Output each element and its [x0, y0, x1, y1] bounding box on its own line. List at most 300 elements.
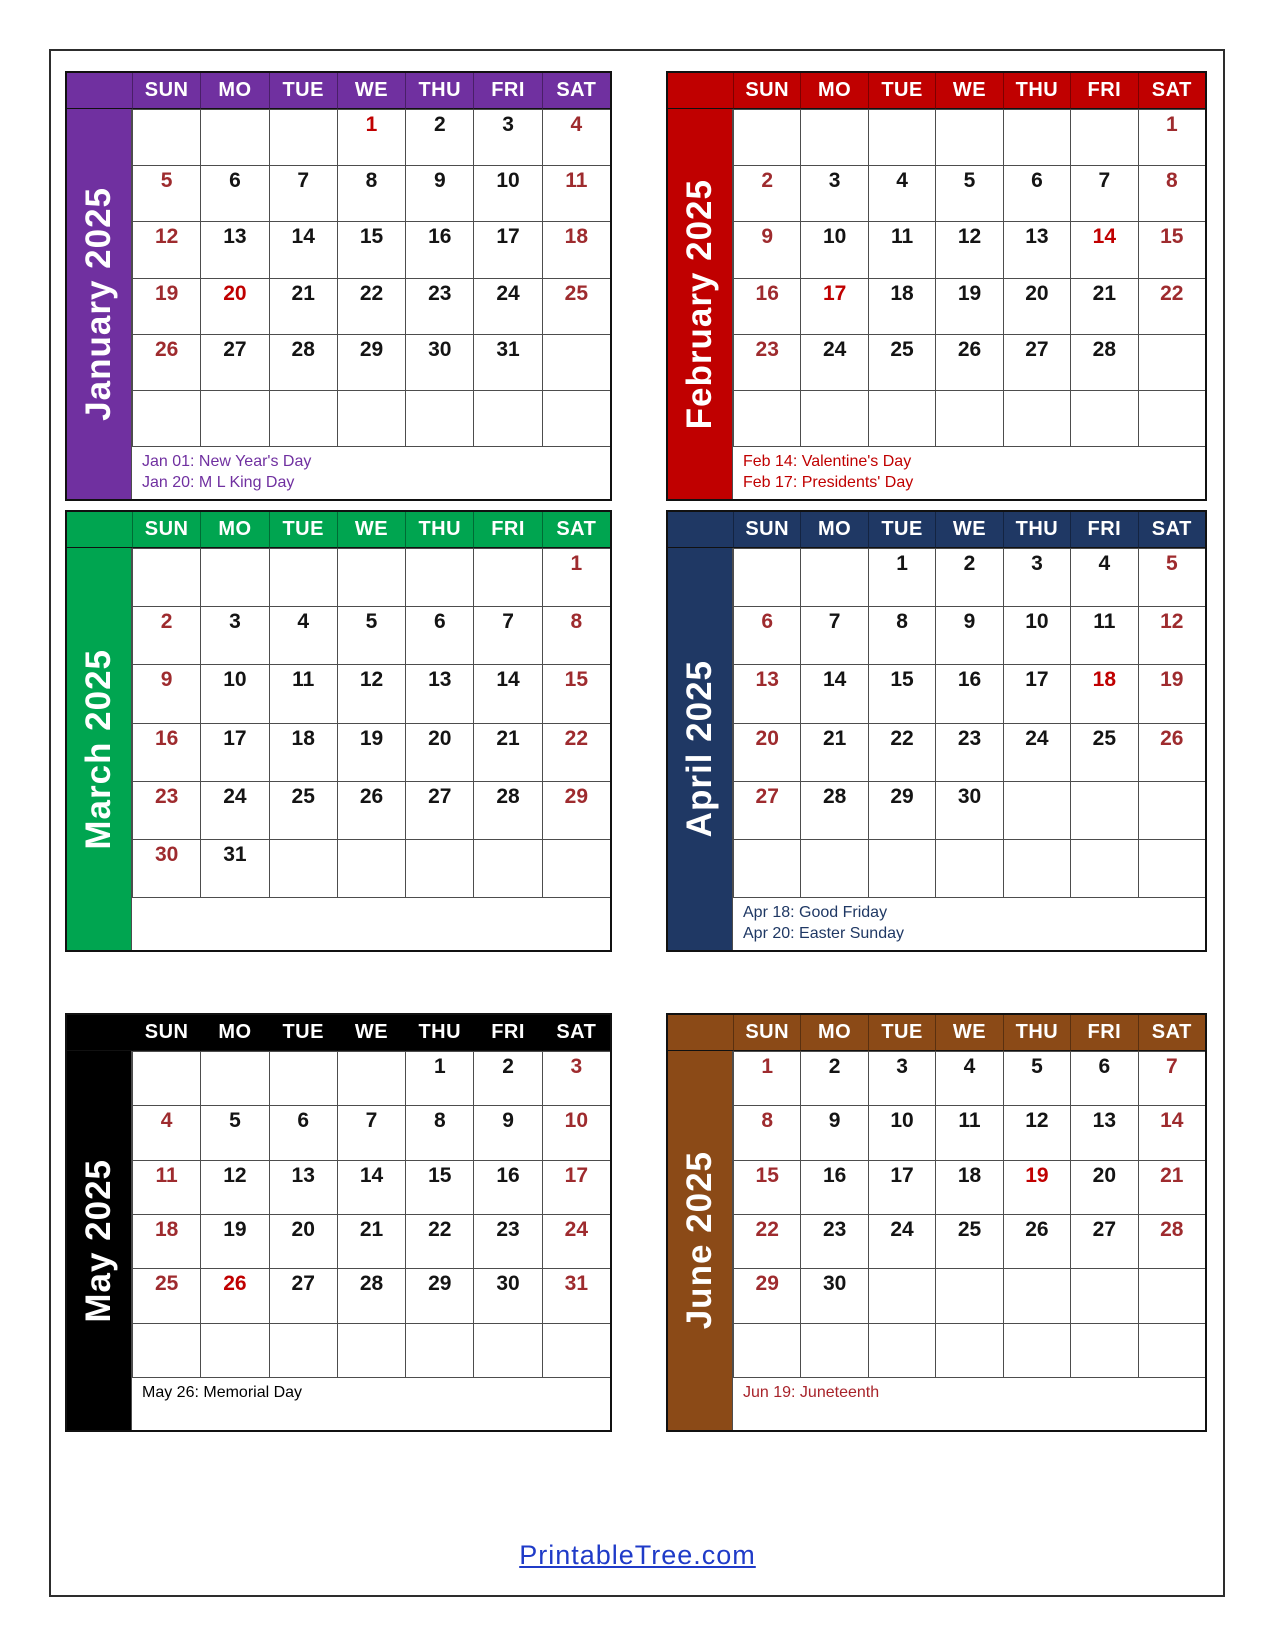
date-cell: 5 — [337, 606, 405, 664]
date-cell — [1003, 1323, 1070, 1377]
date-cell: 28 — [1070, 334, 1137, 390]
date-cell: 23 — [935, 723, 1002, 781]
weekday-header: SAT — [1138, 1015, 1205, 1051]
month-sidebar-may — [67, 1051, 132, 1430]
date-cell: 17 — [200, 723, 268, 781]
holiday-note: Jan 01: New Year's Day — [142, 453, 312, 470]
date-cell — [935, 1268, 1002, 1322]
date-cell: 23 — [800, 1214, 867, 1268]
date-cell: 7 — [337, 1105, 405, 1159]
date-cell: 11 — [935, 1105, 1002, 1159]
date-cell: 21 — [1070, 278, 1137, 334]
date-cell — [733, 839, 800, 897]
weekday-header: TUE — [868, 1015, 935, 1051]
month-sidebar-january — [67, 109, 132, 499]
date-cell — [935, 1323, 1002, 1377]
date-cell: 1 — [405, 1051, 473, 1105]
date-cell — [337, 1051, 405, 1105]
date-cell: 14 — [1070, 221, 1137, 277]
date-cell — [337, 1323, 405, 1377]
date-cell: 28 — [269, 334, 337, 390]
date-cell: 8 — [542, 606, 610, 664]
weekday-header: SUN — [733, 512, 800, 548]
weekday-header: FRI — [473, 1015, 541, 1051]
date-cell: 22 — [405, 1214, 473, 1268]
date-cell: 5 — [1138, 548, 1205, 606]
weekday-header: SUN — [733, 1015, 800, 1051]
date-cell: 8 — [868, 606, 935, 664]
date-cell: 11 — [132, 1160, 200, 1214]
date-cell: 21 — [1138, 1160, 1205, 1214]
date-cell: 12 — [132, 221, 200, 277]
date-cell: 19 — [200, 1214, 268, 1268]
date-cell: 24 — [868, 1214, 935, 1268]
date-cell — [132, 548, 200, 606]
date-cell — [733, 390, 800, 446]
date-cell: 22 — [868, 723, 935, 781]
date-cell: 11 — [542, 165, 610, 221]
date-cell — [132, 1051, 200, 1105]
date-cell: 24 — [542, 1214, 610, 1268]
date-cell: 9 — [733, 221, 800, 277]
date-cell: 12 — [935, 221, 1002, 277]
date-cell — [1138, 839, 1205, 897]
date-cell: 24 — [800, 334, 867, 390]
date-cell: 11 — [868, 221, 935, 277]
date-cell: 11 — [1070, 606, 1137, 664]
date-cell: 18 — [132, 1214, 200, 1268]
date-cell: 15 — [542, 664, 610, 722]
date-cell: 9 — [405, 165, 473, 221]
date-cell — [868, 109, 935, 165]
date-cell: 19 — [1003, 1160, 1070, 1214]
date-cell: 28 — [337, 1268, 405, 1322]
date-cell — [868, 1268, 935, 1322]
date-cell: 29 — [405, 1268, 473, 1322]
date-cell — [1070, 109, 1137, 165]
weekday-header: FRI — [473, 512, 541, 548]
date-cell — [200, 109, 268, 165]
date-cell: 8 — [405, 1105, 473, 1159]
date-cell: 25 — [1070, 723, 1137, 781]
date-cell: 18 — [935, 1160, 1002, 1214]
date-cell: 21 — [800, 723, 867, 781]
date-cell: 18 — [868, 278, 935, 334]
date-cell: 29 — [337, 334, 405, 390]
date-cell: 26 — [132, 334, 200, 390]
weekday-header: FRI — [1070, 512, 1137, 548]
date-cell: 12 — [200, 1160, 268, 1214]
date-cell — [473, 548, 541, 606]
calendar-january — [65, 71, 612, 501]
date-cell — [800, 839, 867, 897]
date-cell: 30 — [132, 839, 200, 897]
month-title: February 2025 — [680, 178, 719, 430]
weekday-header: SUN — [733, 73, 800, 109]
date-cell: 22 — [1138, 278, 1205, 334]
holiday-note: Apr 18: Good Friday — [743, 904, 888, 921]
holiday-note: Jun 19: Juneteenth — [743, 1383, 880, 1401]
date-cell — [1070, 390, 1137, 446]
weekday-header: THU — [1003, 1015, 1070, 1051]
date-cell: 22 — [337, 278, 405, 334]
date-cell — [132, 390, 200, 446]
date-cell: 7 — [473, 606, 541, 664]
weekday-header: TUE — [868, 73, 935, 109]
date-cell: 13 — [405, 664, 473, 722]
date-cell — [132, 109, 200, 165]
holiday-note: Apr 20: Easter Sunday — [743, 925, 904, 942]
date-cell: 31 — [473, 334, 541, 390]
weekday-header: SAT — [542, 73, 610, 109]
date-cell: 26 — [200, 1268, 268, 1322]
date-cell: 16 — [733, 278, 800, 334]
holiday-notes — [132, 1377, 610, 1430]
date-cell: 26 — [1138, 723, 1205, 781]
calendar-february — [666, 71, 1207, 501]
date-cell: 15 — [868, 664, 935, 722]
date-cell — [200, 1323, 268, 1377]
date-cell — [1003, 390, 1070, 446]
date-cell — [269, 1051, 337, 1105]
date-cell — [1138, 781, 1205, 839]
date-cell — [1070, 1323, 1137, 1377]
date-cell — [800, 390, 867, 446]
date-cell — [405, 839, 473, 897]
date-cell: 31 — [200, 839, 268, 897]
date-cell: 13 — [1070, 1105, 1137, 1159]
date-cell: 6 — [1003, 165, 1070, 221]
date-cell: 24 — [200, 781, 268, 839]
date-cell: 27 — [1003, 334, 1070, 390]
weekday-header: SUN — [132, 73, 200, 109]
date-cell: 8 — [1138, 165, 1205, 221]
weekday-header: SAT — [542, 512, 610, 548]
weekday-header: WE — [935, 512, 1002, 548]
date-cell — [473, 390, 541, 446]
date-cell: 24 — [473, 278, 541, 334]
holiday-notes — [733, 897, 1205, 950]
date-cell: 20 — [1003, 278, 1070, 334]
date-cell: 2 — [733, 165, 800, 221]
weekday-header: MO — [800, 1015, 867, 1051]
date-cell: 23 — [733, 334, 800, 390]
header-corner-cell — [67, 73, 132, 109]
date-cell: 25 — [542, 278, 610, 334]
weekday-header: THU — [405, 73, 473, 109]
date-cell: 26 — [935, 334, 1002, 390]
date-cell: 6 — [269, 1105, 337, 1159]
date-cell: 3 — [868, 1051, 935, 1105]
date-cell: 27 — [269, 1268, 337, 1322]
date-cell — [269, 1323, 337, 1377]
weekday-header: WE — [337, 73, 405, 109]
header-corner-cell — [668, 512, 733, 548]
date-cell: 9 — [935, 606, 1002, 664]
date-cell: 6 — [1070, 1051, 1137, 1105]
date-cell — [1003, 1268, 1070, 1322]
weekday-header: MO — [800, 512, 867, 548]
date-cell: 30 — [405, 334, 473, 390]
date-cell: 6 — [200, 165, 268, 221]
date-cell: 17 — [542, 1160, 610, 1214]
date-cell: 28 — [800, 781, 867, 839]
date-cell: 21 — [269, 278, 337, 334]
header-corner-cell — [67, 1015, 132, 1051]
month-title: March 2025 — [79, 648, 118, 850]
weekday-header: FRI — [1070, 73, 1137, 109]
date-cell: 30 — [473, 1268, 541, 1322]
date-cell — [405, 1323, 473, 1377]
date-cell — [733, 1323, 800, 1377]
date-cell: 21 — [337, 1214, 405, 1268]
date-cell: 4 — [1070, 548, 1137, 606]
date-cell: 10 — [200, 664, 268, 722]
date-cell: 3 — [1003, 548, 1070, 606]
date-cell — [405, 390, 473, 446]
date-cell: 23 — [473, 1214, 541, 1268]
weekday-header: MO — [200, 73, 268, 109]
date-cell — [733, 548, 800, 606]
date-cell: 27 — [405, 781, 473, 839]
holiday-note: Jan 20: M L King Day — [142, 474, 295, 491]
holiday-notes — [733, 1377, 1205, 1430]
date-cell: 16 — [800, 1160, 867, 1214]
date-cell: 1 — [868, 548, 935, 606]
weekday-header: TUE — [269, 73, 337, 109]
date-cell — [269, 839, 337, 897]
holiday-note: May 26: Memorial Day — [142, 1383, 303, 1401]
date-cell: 9 — [473, 1105, 541, 1159]
date-cell: 16 — [935, 664, 1002, 722]
date-cell: 26 — [337, 781, 405, 839]
date-cell: 12 — [1138, 606, 1205, 664]
weekday-header: SAT — [1138, 512, 1205, 548]
date-cell: 13 — [200, 221, 268, 277]
date-cell: 15 — [337, 221, 405, 277]
date-cell: 18 — [269, 723, 337, 781]
date-cell: 2 — [473, 1051, 541, 1105]
date-cell — [1138, 390, 1205, 446]
date-cell: 25 — [935, 1214, 1002, 1268]
date-cell — [473, 839, 541, 897]
date-cell: 2 — [935, 548, 1002, 606]
date-cell: 22 — [733, 1214, 800, 1268]
date-cell: 2 — [405, 109, 473, 165]
date-cell: 19 — [1138, 664, 1205, 722]
weekday-header: SAT — [1138, 73, 1205, 109]
date-cell: 4 — [542, 109, 610, 165]
date-cell: 17 — [473, 221, 541, 277]
date-cell: 12 — [337, 664, 405, 722]
header-corner-cell — [67, 512, 132, 548]
weekday-header: MO — [200, 1015, 268, 1051]
date-cell — [1138, 334, 1205, 390]
date-cell: 12 — [1003, 1105, 1070, 1159]
header-corner-cell — [668, 73, 733, 109]
date-cell: 14 — [1138, 1105, 1205, 1159]
weekday-header: WE — [337, 1015, 405, 1051]
weekday-header: SAT — [542, 1015, 610, 1051]
date-cell: 3 — [800, 165, 867, 221]
date-cell — [1138, 1323, 1205, 1377]
date-cell — [1003, 781, 1070, 839]
month-sidebar-february — [668, 109, 733, 499]
date-cell: 14 — [473, 664, 541, 722]
date-cell — [269, 109, 337, 165]
date-cell: 25 — [269, 781, 337, 839]
calendar-april — [666, 510, 1207, 952]
date-cell: 22 — [542, 723, 610, 781]
date-cell: 20 — [405, 723, 473, 781]
date-cell: 9 — [132, 664, 200, 722]
date-cell: 30 — [935, 781, 1002, 839]
date-cell: 29 — [542, 781, 610, 839]
date-cell: 13 — [269, 1160, 337, 1214]
weekday-header: TUE — [269, 512, 337, 548]
date-cell: 28 — [1138, 1214, 1205, 1268]
month-sidebar-march — [67, 548, 132, 950]
date-cell: 21 — [473, 723, 541, 781]
date-cell: 1 — [337, 109, 405, 165]
date-cell — [200, 1051, 268, 1105]
date-cell: 17 — [1003, 664, 1070, 722]
date-cell: 10 — [542, 1105, 610, 1159]
date-cell — [1070, 781, 1137, 839]
month-title: June 2025 — [680, 1151, 719, 1330]
date-cell: 20 — [1070, 1160, 1137, 1214]
date-cell — [733, 109, 800, 165]
date-cell: 5 — [935, 165, 1002, 221]
date-cell: 24 — [1003, 723, 1070, 781]
date-cell — [1003, 839, 1070, 897]
date-cell: 7 — [269, 165, 337, 221]
date-cell — [800, 1323, 867, 1377]
date-cell — [269, 548, 337, 606]
header-corner-cell — [668, 1015, 733, 1051]
date-cell: 29 — [868, 781, 935, 839]
weekday-header: THU — [1003, 73, 1070, 109]
month-title: April 2025 — [680, 660, 719, 838]
date-cell: 27 — [1070, 1214, 1137, 1268]
date-cell: 25 — [132, 1268, 200, 1322]
date-cell — [1070, 1268, 1137, 1322]
date-cell: 16 — [132, 723, 200, 781]
weekday-header: MO — [800, 73, 867, 109]
date-cell: 4 — [868, 165, 935, 221]
date-cell: 2 — [132, 606, 200, 664]
date-cell: 23 — [132, 781, 200, 839]
date-cell: 4 — [132, 1105, 200, 1159]
date-cell: 15 — [733, 1160, 800, 1214]
date-cell: 6 — [405, 606, 473, 664]
footer-link[interactable]: PrintableTree.com — [519, 1540, 756, 1570]
date-cell: 13 — [733, 664, 800, 722]
date-cell: 2 — [800, 1051, 867, 1105]
date-cell: 20 — [200, 278, 268, 334]
date-cell — [935, 390, 1002, 446]
date-cell: 30 — [800, 1268, 867, 1322]
weekday-header: SUN — [132, 1015, 200, 1051]
date-cell: 14 — [269, 221, 337, 277]
date-cell: 10 — [868, 1105, 935, 1159]
weekday-header: MO — [200, 512, 268, 548]
date-cell — [542, 839, 610, 897]
weekday-header: TUE — [269, 1015, 337, 1051]
date-cell: 4 — [935, 1051, 1002, 1105]
date-cell: 14 — [800, 664, 867, 722]
date-cell: 19 — [337, 723, 405, 781]
date-cell: 10 — [800, 221, 867, 277]
date-cell: 10 — [473, 165, 541, 221]
date-cell — [868, 390, 935, 446]
date-cell — [337, 839, 405, 897]
weekday-header: THU — [405, 512, 473, 548]
date-cell: 5 — [132, 165, 200, 221]
date-cell: 7 — [800, 606, 867, 664]
date-cell: 8 — [733, 1105, 800, 1159]
date-cell — [868, 1323, 935, 1377]
date-cell: 25 — [868, 334, 935, 390]
date-cell: 16 — [473, 1160, 541, 1214]
date-cell: 20 — [733, 723, 800, 781]
date-cell: 10 — [1003, 606, 1070, 664]
month-sidebar-april — [668, 548, 733, 950]
weekday-header: THU — [405, 1015, 473, 1051]
date-cell: 7 — [1070, 165, 1137, 221]
weekday-header: WE — [935, 73, 1002, 109]
weekday-header: FRI — [1070, 1015, 1137, 1051]
month-sidebar-june — [668, 1051, 733, 1430]
date-cell: 8 — [337, 165, 405, 221]
weekday-header: TUE — [868, 512, 935, 548]
date-cell: 27 — [200, 334, 268, 390]
holiday-note: Feb 14: Valentine's Day — [743, 453, 912, 470]
date-cell — [200, 390, 268, 446]
date-cell: 11 — [269, 664, 337, 722]
date-cell: 4 — [269, 606, 337, 664]
date-cell: 20 — [269, 1214, 337, 1268]
date-cell: 15 — [1138, 221, 1205, 277]
date-cell: 23 — [405, 278, 473, 334]
date-cell: 16 — [405, 221, 473, 277]
date-cell: 29 — [733, 1268, 800, 1322]
date-cell: 7 — [1138, 1051, 1205, 1105]
month-title: May 2025 — [79, 1158, 118, 1323]
date-cell — [542, 390, 610, 446]
date-cell: 17 — [800, 278, 867, 334]
date-cell: 14 — [337, 1160, 405, 1214]
date-cell: 3 — [473, 109, 541, 165]
date-cell: 15 — [405, 1160, 473, 1214]
calendar-june — [666, 1013, 1207, 1432]
date-cell — [800, 548, 867, 606]
date-cell: 18 — [1070, 664, 1137, 722]
date-cell: 27 — [733, 781, 800, 839]
date-cell: 18 — [542, 221, 610, 277]
date-cell: 28 — [473, 781, 541, 839]
weekday-header: THU — [1003, 512, 1070, 548]
weekday-header: SUN — [132, 512, 200, 548]
date-cell: 1 — [1138, 109, 1205, 165]
date-cell — [542, 334, 610, 390]
calendar-may — [65, 1013, 612, 1432]
date-cell — [269, 390, 337, 446]
calendar-march — [65, 510, 612, 952]
date-cell — [935, 109, 1002, 165]
date-cell — [337, 390, 405, 446]
date-cell — [405, 548, 473, 606]
